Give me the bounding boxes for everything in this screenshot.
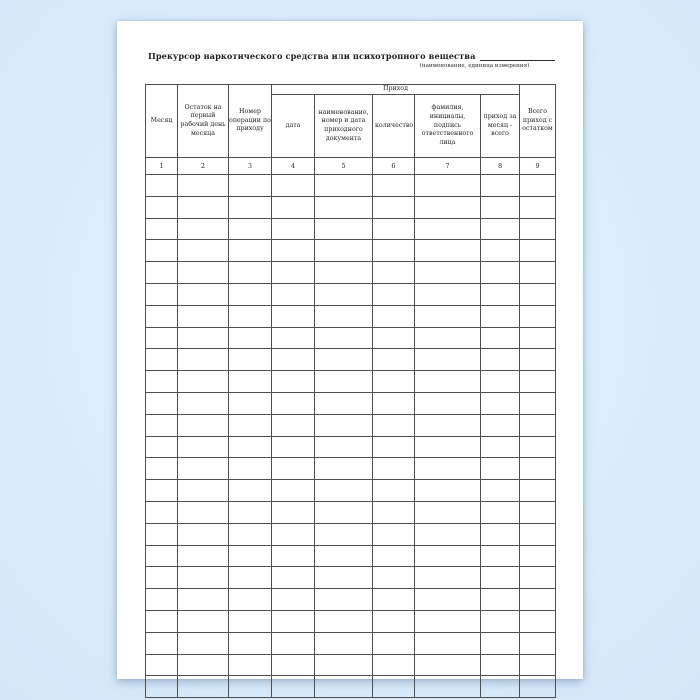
empty-cell [229,392,272,414]
empty-cell [415,610,481,632]
empty-cell [520,501,556,523]
column-number-cell: 7 [415,158,481,175]
empty-cell [272,392,315,414]
empty-cell [272,218,315,240]
empty-cell [146,392,178,414]
empty-cell [315,523,373,545]
empty-cell [373,676,415,698]
empty-cell [520,175,556,197]
empty-cell [373,392,415,414]
empty-cell [146,610,178,632]
empty-cell [178,480,229,502]
table-row [146,436,556,458]
empty-cell [178,327,229,349]
empty-cell [146,196,178,218]
empty-cell [229,436,272,458]
empty-cell [315,283,373,305]
empty-cell [178,654,229,676]
table-row [146,175,556,197]
blank-line-caption: (наименование, единица измерения) [419,63,530,69]
empty-cell [520,262,556,284]
group-header-receipt: Приход [272,85,520,95]
empty-cell [272,414,315,436]
empty-cell [415,458,481,480]
empty-cell [229,196,272,218]
empty-cell [229,632,272,654]
empty-cell [415,480,481,502]
table-row [146,218,556,240]
empty-cell [481,545,520,567]
empty-cell [272,240,315,262]
table-row [146,501,556,523]
column-number-cell: 2 [178,158,229,175]
empty-cell [415,632,481,654]
empty-cell [272,436,315,458]
empty-cell [415,676,481,698]
empty-cell [178,501,229,523]
empty-cell [315,654,373,676]
empty-cell [373,240,415,262]
empty-cell [481,436,520,458]
table-row [146,523,556,545]
column-number-cell: 3 [229,158,272,175]
empty-cell [373,414,415,436]
table-row [146,283,556,305]
empty-cell [178,392,229,414]
empty-cell [146,501,178,523]
empty-cell [178,240,229,262]
col-header-total-with-balance: Всего приход с остатком [520,85,556,158]
empty-cell [415,262,481,284]
empty-cell [178,567,229,589]
empty-cell [146,349,178,371]
empty-cell [272,610,315,632]
empty-cell [146,654,178,676]
empty-cell [481,371,520,393]
empty-cell [178,414,229,436]
empty-cell [178,523,229,545]
empty-cell [415,327,481,349]
col-header-balance-first-workday: Остаток на первый рабочий день месяца [178,85,229,158]
empty-cell [481,262,520,284]
empty-cell [146,589,178,611]
empty-cell [229,305,272,327]
empty-cell [229,414,272,436]
empty-cell [272,501,315,523]
empty-cell [481,567,520,589]
empty-cell [373,371,415,393]
table-row [146,327,556,349]
empty-cell [146,436,178,458]
empty-cell [229,523,272,545]
empty-cell [481,523,520,545]
col-header-date: дата [272,95,315,158]
empty-cell [315,262,373,284]
empty-cell [373,654,415,676]
empty-cell [272,632,315,654]
empty-cell [315,305,373,327]
empty-cell [178,589,229,611]
empty-cell [272,523,315,545]
empty-cell [272,262,315,284]
col-header-quantity: количество [373,95,415,158]
empty-cell [481,218,520,240]
empty-cell [520,654,556,676]
empty-cell [146,305,178,327]
empty-cell [415,392,481,414]
empty-cell [229,501,272,523]
empty-cell [520,632,556,654]
empty-cell [415,436,481,458]
empty-cell [520,392,556,414]
table-row [146,545,556,567]
empty-cell [373,305,415,327]
table-row [146,480,556,502]
empty-cell [178,283,229,305]
empty-cell [315,545,373,567]
empty-cell [315,196,373,218]
empty-cell [229,175,272,197]
empty-cell [315,458,373,480]
empty-cell [315,371,373,393]
empty-cell [373,327,415,349]
empty-cell [146,458,178,480]
empty-cell [481,458,520,480]
empty-cell [315,392,373,414]
empty-cell [481,610,520,632]
empty-cell [272,175,315,197]
empty-cell [146,327,178,349]
empty-cell [520,589,556,611]
empty-cell [315,632,373,654]
empty-cell [520,480,556,502]
empty-cell [520,610,556,632]
column-number-cell: 5 [315,158,373,175]
empty-cell [272,545,315,567]
empty-cell [415,305,481,327]
empty-cell [229,589,272,611]
col-header-receipt-document: наименование, номер и дата приходного документа [315,95,373,158]
empty-cell [146,218,178,240]
column-number-row [146,158,556,175]
empty-cell [178,436,229,458]
table-row [146,610,556,632]
empty-cell [415,545,481,567]
empty-cell [178,262,229,284]
empty-cell [481,175,520,197]
empty-cell [373,610,415,632]
empty-cell [373,632,415,654]
empty-cell [272,567,315,589]
fill-in-blank-line [480,58,556,61]
table-row [146,305,556,327]
column-number-cell: 4 [272,158,315,175]
empty-cell [315,501,373,523]
empty-cell [415,196,481,218]
empty-cell [373,218,415,240]
empty-cell [415,501,481,523]
empty-cell [520,371,556,393]
col-header-month-total: приход за месяц - всего [481,95,520,158]
empty-cell [146,240,178,262]
empty-cell [481,327,520,349]
empty-cell [481,305,520,327]
empty-cell [178,632,229,654]
table-row [146,392,556,414]
empty-cell [146,567,178,589]
empty-cell [520,414,556,436]
empty-cell [373,480,415,502]
empty-cell [146,480,178,502]
empty-cell [373,589,415,611]
empty-cell [415,567,481,589]
empty-cell [373,567,415,589]
empty-cell [272,458,315,480]
empty-cell [520,240,556,262]
table-row [146,196,556,218]
empty-cell [272,283,315,305]
empty-cell [229,327,272,349]
empty-cell [520,349,556,371]
empty-cell [373,349,415,371]
empty-cell [520,523,556,545]
empty-cell [373,458,415,480]
col-header-operation-number: Номер операции по приходу [229,85,272,158]
empty-cell [272,589,315,611]
col-header-responsible-person: фамилия, инициалы, подпись ответственного лица [415,95,481,158]
table-row [146,262,556,284]
table-row [146,414,556,436]
empty-cell [481,676,520,698]
table-row [146,349,556,371]
empty-cell [229,480,272,502]
empty-cell [146,175,178,197]
empty-cell [229,676,272,698]
empty-cell [315,327,373,349]
empty-cell [272,196,315,218]
empty-cell [229,349,272,371]
empty-cell [272,480,315,502]
empty-cell [520,327,556,349]
empty-cell [315,589,373,611]
empty-cell [373,436,415,458]
empty-cell [373,196,415,218]
column-number-cell: 6 [373,158,415,175]
empty-cell [520,676,556,698]
empty-cell [229,545,272,567]
empty-cell [520,218,556,240]
document-page [117,21,583,679]
empty-cell [272,676,315,698]
empty-cell [146,523,178,545]
empty-cell [272,371,315,393]
empty-cell [415,654,481,676]
table-body [146,175,556,698]
empty-cell [229,283,272,305]
table-row [146,632,556,654]
empty-cell [315,175,373,197]
table-row [146,567,556,589]
empty-cell [178,305,229,327]
empty-cell [481,480,520,502]
empty-cell [229,654,272,676]
table-row [146,371,556,393]
empty-cell [146,371,178,393]
empty-cell [481,283,520,305]
table-row [146,240,556,262]
empty-cell [229,240,272,262]
empty-cell [178,349,229,371]
column-number-cell: 1 [146,158,178,175]
empty-cell [315,610,373,632]
empty-cell [415,414,481,436]
column-number-cell: 8 [481,158,520,175]
empty-cell [315,414,373,436]
empty-cell [178,458,229,480]
empty-cell [481,654,520,676]
empty-cell [520,545,556,567]
empty-cell [520,458,556,480]
empty-cell [520,305,556,327]
empty-cell [178,676,229,698]
empty-cell [272,654,315,676]
empty-cell [520,196,556,218]
empty-cell [481,589,520,611]
column-number-cell: 9 [520,158,556,175]
empty-cell [178,371,229,393]
empty-cell [315,349,373,371]
empty-cell [373,262,415,284]
empty-cell [178,610,229,632]
document-title: Прекурсор наркотического средства или психотропного вещества [148,51,476,61]
empty-cell [272,305,315,327]
empty-cell [415,218,481,240]
empty-cell [520,283,556,305]
table-row [146,589,556,611]
empty-cell [415,240,481,262]
empty-cell [415,589,481,611]
col-header-month: Месяц [146,85,178,158]
empty-cell [415,283,481,305]
table-row [146,654,556,676]
title-row [148,51,555,61]
empty-cell [481,392,520,414]
empty-cell [146,414,178,436]
empty-cell [146,632,178,654]
empty-cell [373,523,415,545]
empty-cell [373,175,415,197]
empty-cell [481,349,520,371]
empty-cell [315,240,373,262]
empty-cell [229,610,272,632]
empty-cell [178,175,229,197]
empty-cell [178,196,229,218]
precursor-register-table [145,84,556,698]
table-header-group-row [146,85,556,95]
table-row [146,458,556,480]
empty-cell [229,458,272,480]
empty-cell [146,262,178,284]
empty-cell [272,327,315,349]
empty-cell [481,196,520,218]
empty-cell [481,632,520,654]
empty-cell [315,218,373,240]
empty-cell [315,436,373,458]
empty-cell [229,567,272,589]
empty-cell [146,545,178,567]
empty-cell [481,414,520,436]
empty-cell [229,218,272,240]
empty-cell [415,349,481,371]
empty-cell [415,523,481,545]
empty-cell [315,567,373,589]
empty-cell [315,480,373,502]
empty-cell [229,262,272,284]
empty-cell [481,240,520,262]
empty-cell [520,436,556,458]
empty-cell [481,501,520,523]
empty-cell [520,567,556,589]
empty-cell [315,676,373,698]
table-row [146,676,556,698]
empty-cell [373,283,415,305]
empty-cell [229,371,272,393]
empty-cell [146,676,178,698]
empty-cell [415,175,481,197]
empty-cell [373,545,415,567]
empty-cell [373,501,415,523]
empty-cell [178,218,229,240]
empty-cell [272,349,315,371]
empty-cell [146,283,178,305]
empty-cell [178,545,229,567]
empty-cell [415,371,481,393]
